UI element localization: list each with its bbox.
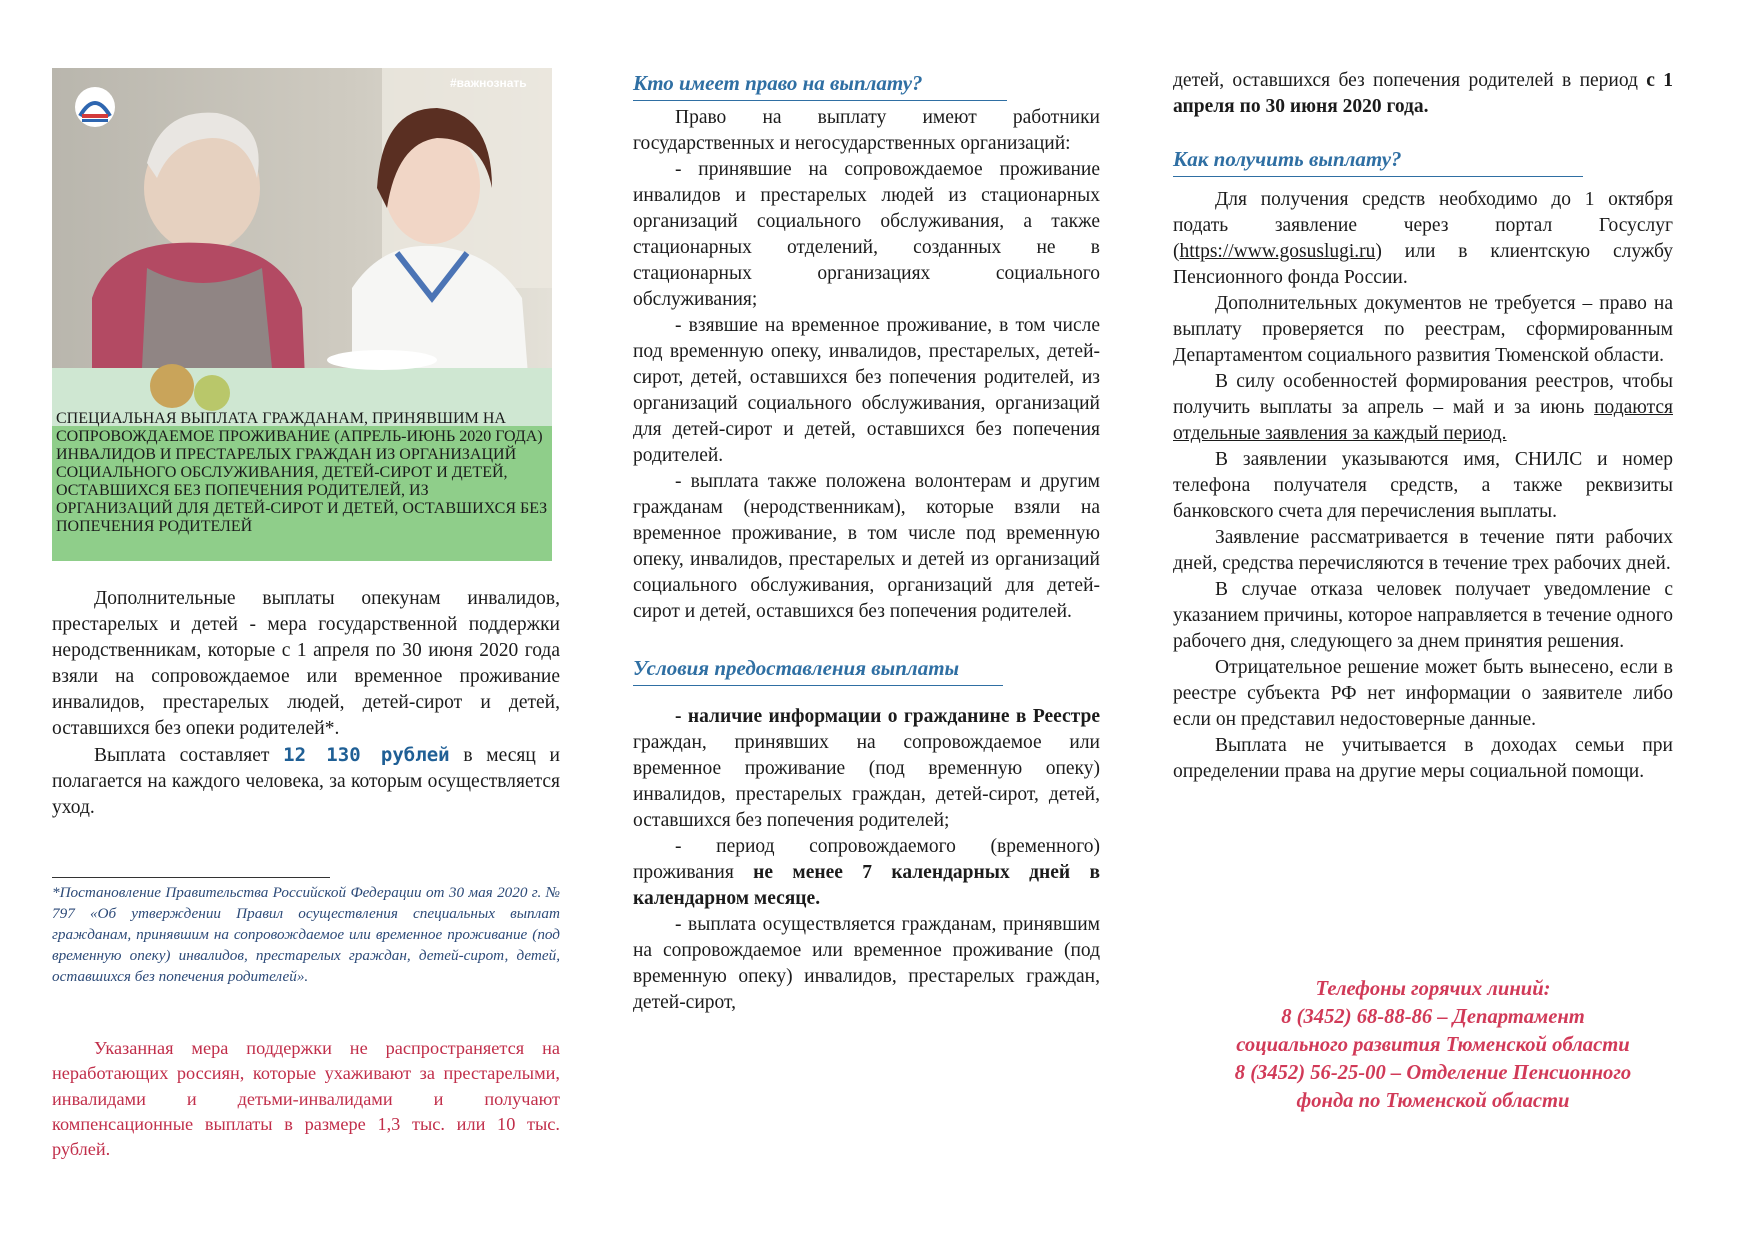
heading-conditions: Условия предоставления выплаты <box>633 655 1003 686</box>
who-item-2: - взявшие на временное проживание, в том числе под временную опеку, инвалидов, престарелых, детей-сирот, детей, оставшихся без попечения родителей, из организаций социального обслуживания, организаций для детей-сирот и детей, оставшихся без попечения родителей. <box>633 315 1100 466</box>
heading-how-to-get: Как получить выплату? <box>1173 146 1583 177</box>
footnote-divider <box>52 877 330 878</box>
condition-1-bold: - наличие информации о гражданине в Реестре <box>675 706 1100 727</box>
intro-paragraph: Дополнительные выплаты опекунам инвалидов, престарелых и детей - мера государственной поддержки неродственникам, которые с 1 апреля по 30 июня 2020 года взяли на сопровождаемое или временное проживание инвалидов, престарелых людей, детей-сирот и детей, оставшихся без опеки родителей*. <box>52 588 560 739</box>
how-paragraph-3 <box>1173 369 1673 447</box>
how-paragraph-8: Выплата не учитывается в доходах семьи при определении права на другие меры социальной помощи. <box>1173 735 1673 782</box>
hotline-block <box>1183 975 1683 1115</box>
continued-start: детей, оставшихся без попечения родителей в период <box>1173 70 1647 91</box>
how-paragraph-6: В случае отказа человек получает уведомление с указанием причины, которое направляется в течение одного рабочего дня, следующего за днем принятия решения. <box>1173 579 1673 652</box>
payment-text-start: Выплата составляет <box>94 745 284 766</box>
notice-paragraph: Указанная мера поддержки не распространяется на неработающих россиян, которые ухаживают за престарелыми, инвалидами и детьми-инвалидами и получают компенсационные выплаты в размере 1,3 тыс. или 10 тыс. рублей. <box>52 1038 560 1160</box>
how-1-end: ) или в клиентскую службу Пенсионного фонда России. <box>1173 241 1673 288</box>
left-column <box>52 586 560 821</box>
how-paragraph-2: Дополнительных документов не требуется – право на выплату проверяется по реестрам, сформированным Департаментом социального развития Тюменской области. <box>1173 293 1673 366</box>
condition-2-bold: не менее 7 календарных дней в календарном месяце. <box>633 862 1100 909</box>
condition-2 <box>633 834 1100 912</box>
condition-3: - выплата осуществляется гражданам, принявшим на сопровождаемое или временное проживание (под временную опеку) инвалидов, престарелых граждан, детей-сирот, <box>633 914 1100 1013</box>
continued-paragraph <box>1173 68 1673 120</box>
how-paragraph-1 <box>1173 187 1673 291</box>
hotline-title: Телефоны горячих линий: <box>1315 978 1551 1000</box>
who-item-3: - выплата также положена волонтерам и другим гражданам (неродственникам), которые взяли на временное проживание, в том числе под временную опеку, инвалидов, престарелых и детей из организаций социального обслуживания, организаций для детей-сирот и детей, оставшихся без попечения родителей. <box>633 471 1100 622</box>
gosuslugi-link[interactable]: https://www.gosuslugi.ru <box>1179 241 1376 262</box>
card-title: СПЕЦИАЛЬНАЯ ВЫПЛАТА ГРАЖДАНАМ, ПРИНЯВШИМ НА СОПРОВОЖДАЕМОЕ ПРОЖИВАНИЕ (АПРЕЛЬ-ИЮНЬ 2020 ГОДА) ИНВАЛИДОВ И ПРЕСТАРЕЛЫХ ГРАЖДАН ИЗ ОРГАНИЗАЦИЙ СОЦИАЛЬНОГО ОБСЛУЖИВАНИЯ, ДЕТЕЙ-СИРОТ И ДЕТЕЙ, ОСТАВШИХСЯ БЕЗ ПОПЕЧЕНИЯ РОДИТЕЛЕЙ, ИЗ ОРГАНИЗАЦИЙ ДЛЯ ДЕТЕЙ-СИРОТ И ДЕТЕЙ, ОСТАВШИХСЯ БЕЗ ПОПЕЧЕНИЯ РОДИТЕЛЕЙ <box>56 410 548 535</box>
how-3-underlined: подаются отдельные заявления за каждый период. <box>1173 397 1673 444</box>
how-paragraph-7: Отрицательное решение может быть вынесено, если в реестре субъекта РФ нет информации о заявителе либо если он представил недостоверные данные. <box>1173 657 1673 730</box>
how-3-start: В силу особенностей формирования реестров, чтобы получить выплаты за апрель – май и за июнь <box>1173 371 1673 418</box>
hashtag-label: #важнознать <box>450 76 527 90</box>
how-paragraph-4: В заявлении указываются имя, СНИЛС и номер телефона получателя средств, а также реквизиты банковского счета для перечисления выплаты. <box>1173 449 1673 522</box>
who-intro: Право на выплату имеют работники государственных и негосударственных организаций: <box>633 107 1100 154</box>
hotline-phone-2: 8 (3452) 56-25-00 – Отделение Пенсионного <box>1234 1062 1632 1084</box>
right-column <box>1173 68 1673 785</box>
pfr-logo-icon <box>74 86 116 128</box>
condition-1-rest: граждан, принявших на сопровождаемое или временное проживание (под временную опеку) инвалидов, престарелых граждан, детей-сирот, детей, оставшихся без попечения родителей; <box>633 732 1100 831</box>
continued-bold: с 1 апреля по 30 июня 2020 года. <box>1173 70 1673 117</box>
how-paragraph-5: Заявление рассматривается в течение пяти рабочих дней, средства перечисляются в течение трех рабочих дней. <box>1173 527 1673 574</box>
payment-paragraph <box>52 742 560 821</box>
middle-column <box>633 70 1100 1016</box>
condition-1 <box>633 704 1100 834</box>
hotline-phone-1-org: социального развития Тюменской области <box>1236 1034 1630 1056</box>
payment-amount: 12 130 рублей <box>283 744 450 766</box>
footnote: *Постановление Правительства Российской Федерации от 30 мая 2020 г. № 797 «Об утверждении Правил осуществления специальных выплат гражданам, принявшим на сопровождаемое или временное проживание (под временную опеку) инвалидов, престарелых граждан, детей-сирот, детей, оставшихся без попечения родителей». <box>52 884 560 985</box>
hotline-phone-2-org: фонда по Тюменской области <box>1296 1090 1570 1112</box>
how-1-start: Для получения средств необходимо до 1 октября подать заявление через портал Госуслуг ( <box>1173 189 1673 262</box>
hotline-phone-1: 8 (3452) 68-88-86 – Департамент <box>1281 1006 1585 1028</box>
photo-elderly-woman-and-caregiver <box>52 68 552 426</box>
who-item-1: - принявшие на сопровождаемое проживание инвалидов и престарелых людей из стационарных организаций социального обслуживания, а также стационарных отделений, созданных не в стационарных организациях социального обслуживания; <box>633 159 1100 310</box>
condition-2-start: - период сопровождаемого (временного) проживания <box>633 836 1100 883</box>
payment-text-end: в месяц и полагается на каждого человека, за которым осуществляется уход. <box>52 745 560 818</box>
heading-who-eligible: Кто имеет право на выплату? <box>633 70 1007 101</box>
